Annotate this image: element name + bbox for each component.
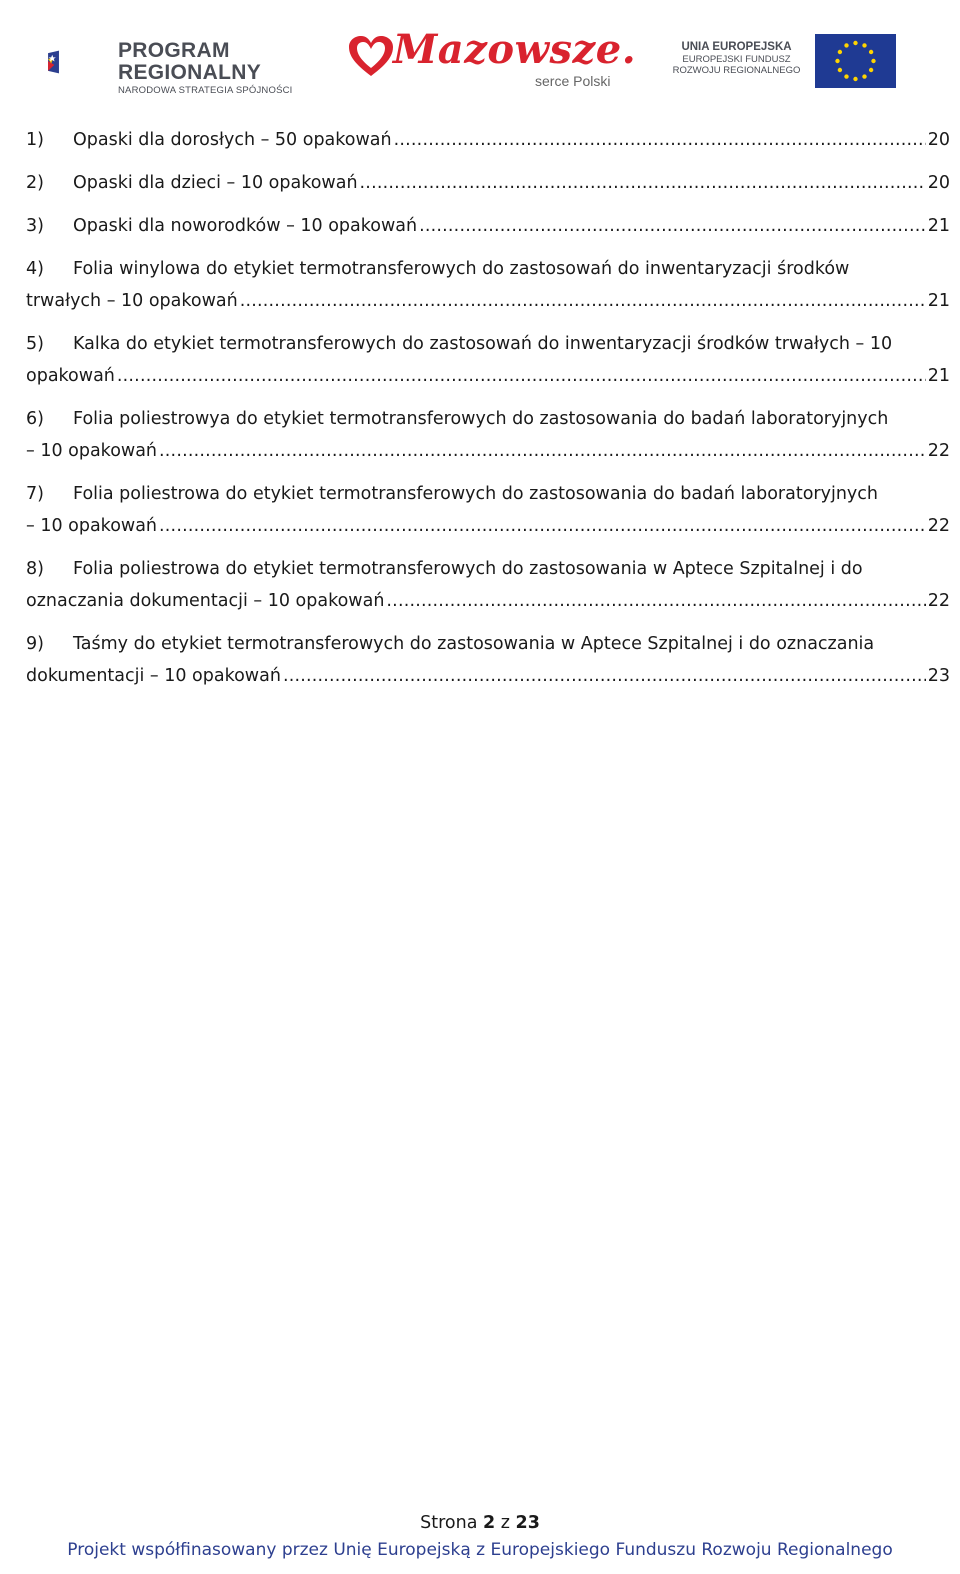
heart-icon	[347, 34, 395, 78]
toc-leader-dots	[419, 210, 926, 242]
toc-entry[interactable]	[26, 253, 950, 317]
toc-entry-title-line1: Folia poliestrowa do etykiet termotransferowych do zastosowania w Aptece Szpitalnej i do	[73, 559, 863, 579]
toc-entry[interactable]	[26, 553, 950, 617]
toc-leader-dots	[159, 510, 926, 542]
toc-entry-title-line1: Kalka do etykiet termotransferowych do zastosowań do inwentaryzacji środków trwałych – 10	[73, 334, 893, 354]
toc-entry-title: Opaski dla noworodków – 10 opakowań	[73, 216, 418, 236]
toc-entry-number: 2)	[26, 173, 44, 193]
toc-entry-title-line1: Taśmy do etykiet termotransferowych do zastosowania w Aptece Szpitalnej i do oznaczania	[73, 634, 875, 654]
project-funding-note: Projekt współfinasowany przez Unię Europejską z Europejskiego Funduszu Rozwoju Regionalnego	[67, 1540, 893, 1560]
page-number: Strona 2 z 23	[420, 1513, 540, 1533]
toc-entry-page: 21	[927, 366, 950, 386]
toc-entry-number: 9)	[26, 634, 44, 654]
toc-entry[interactable]	[26, 210, 950, 242]
toc-entry-title: Opaski dla dorosłych – 50 opakowań	[73, 130, 392, 150]
toc-entry-title-line2: – 10 opakowań	[26, 441, 158, 461]
toc-entry-page: 20	[927, 130, 950, 150]
mazowsze-title: Mazowsze.	[393, 26, 637, 73]
mazowsze-subtitle: serce Polski	[535, 73, 611, 89]
toc-entry-page: 22	[927, 516, 950, 536]
toc-entry[interactable]	[26, 167, 950, 199]
toc-entry-page: 23	[927, 666, 950, 686]
toc-entry-number: 3)	[26, 216, 44, 236]
toc-entry-title-line1: Folia poliestrowya do etykiet termotransferowych do zastosowania do badań laboratoryjnych	[73, 409, 889, 429]
toc-entry-title-line1: Folia poliestrowa do etykiet termotransferowych do zastosowania do badań laboratoryjnych	[73, 484, 878, 504]
toc-leader-dots	[240, 285, 926, 317]
program-regionalny-title: PROGRAM REGIONALNY	[118, 39, 262, 84]
table-of-contents	[26, 124, 950, 703]
toc-entry-title-line2: dokumentacji – 10 opakowań	[26, 666, 281, 686]
toc-entry-title-line2: – 10 opakowań	[26, 516, 158, 536]
toc-leader-dots	[360, 167, 926, 199]
toc-entry-number: 4)	[26, 259, 44, 279]
eu-flag-icon	[815, 34, 896, 88]
toc-leader-dots	[159, 435, 926, 467]
toc-leader-dots	[283, 660, 926, 692]
toc-entry-page: 22	[927, 441, 950, 461]
toc-entry-number: 8)	[26, 559, 44, 579]
toc-entry-page: 22	[927, 591, 950, 611]
toc-entry[interactable]	[26, 403, 950, 467]
toc-entry-title: Opaski dla dzieci – 10 opakowań	[73, 173, 358, 193]
toc-entry-number: 1)	[26, 130, 44, 150]
toc-entry-title-line2: oznaczania dokumentacji – 10 opakowań	[26, 591, 385, 611]
toc-entry-page: 21	[927, 291, 950, 311]
toc-entry[interactable]	[26, 328, 950, 392]
toc-entry[interactable]	[26, 478, 950, 542]
toc-leader-dots	[386, 585, 925, 617]
toc-entry-title-line2: opakowań	[26, 366, 115, 386]
program-regionalny-emblem	[46, 18, 116, 106]
toc-entry-page: 21	[927, 216, 950, 236]
toc-entry[interactable]	[26, 628, 950, 692]
toc-entry-number: 7)	[26, 484, 44, 504]
header-logos	[0, 0, 960, 115]
toc-entry[interactable]	[26, 124, 950, 156]
toc-entry-title-line1: Folia winylowa do etykiet termotransferowych do zastosowań do inwentaryzacji środków	[73, 259, 850, 279]
program-regionalny-subtitle: NARODOWA STRATEGIA SPÓJNOŚCI	[118, 85, 293, 96]
toc-entry-number: 5)	[26, 334, 44, 354]
toc-entry-page: 20	[927, 173, 950, 193]
toc-leader-dots	[394, 124, 926, 156]
toc-entry-number: 6)	[26, 409, 44, 429]
toc-leader-dots	[117, 360, 926, 392]
eu-logo-text: UNIA EUROPEJSKA EUROPEJSKI FUNDUSZ ROZWOJU REGIONALNEGO	[672, 41, 801, 76]
toc-entry-title-line2: trwałych – 10 opakowań	[26, 291, 238, 311]
